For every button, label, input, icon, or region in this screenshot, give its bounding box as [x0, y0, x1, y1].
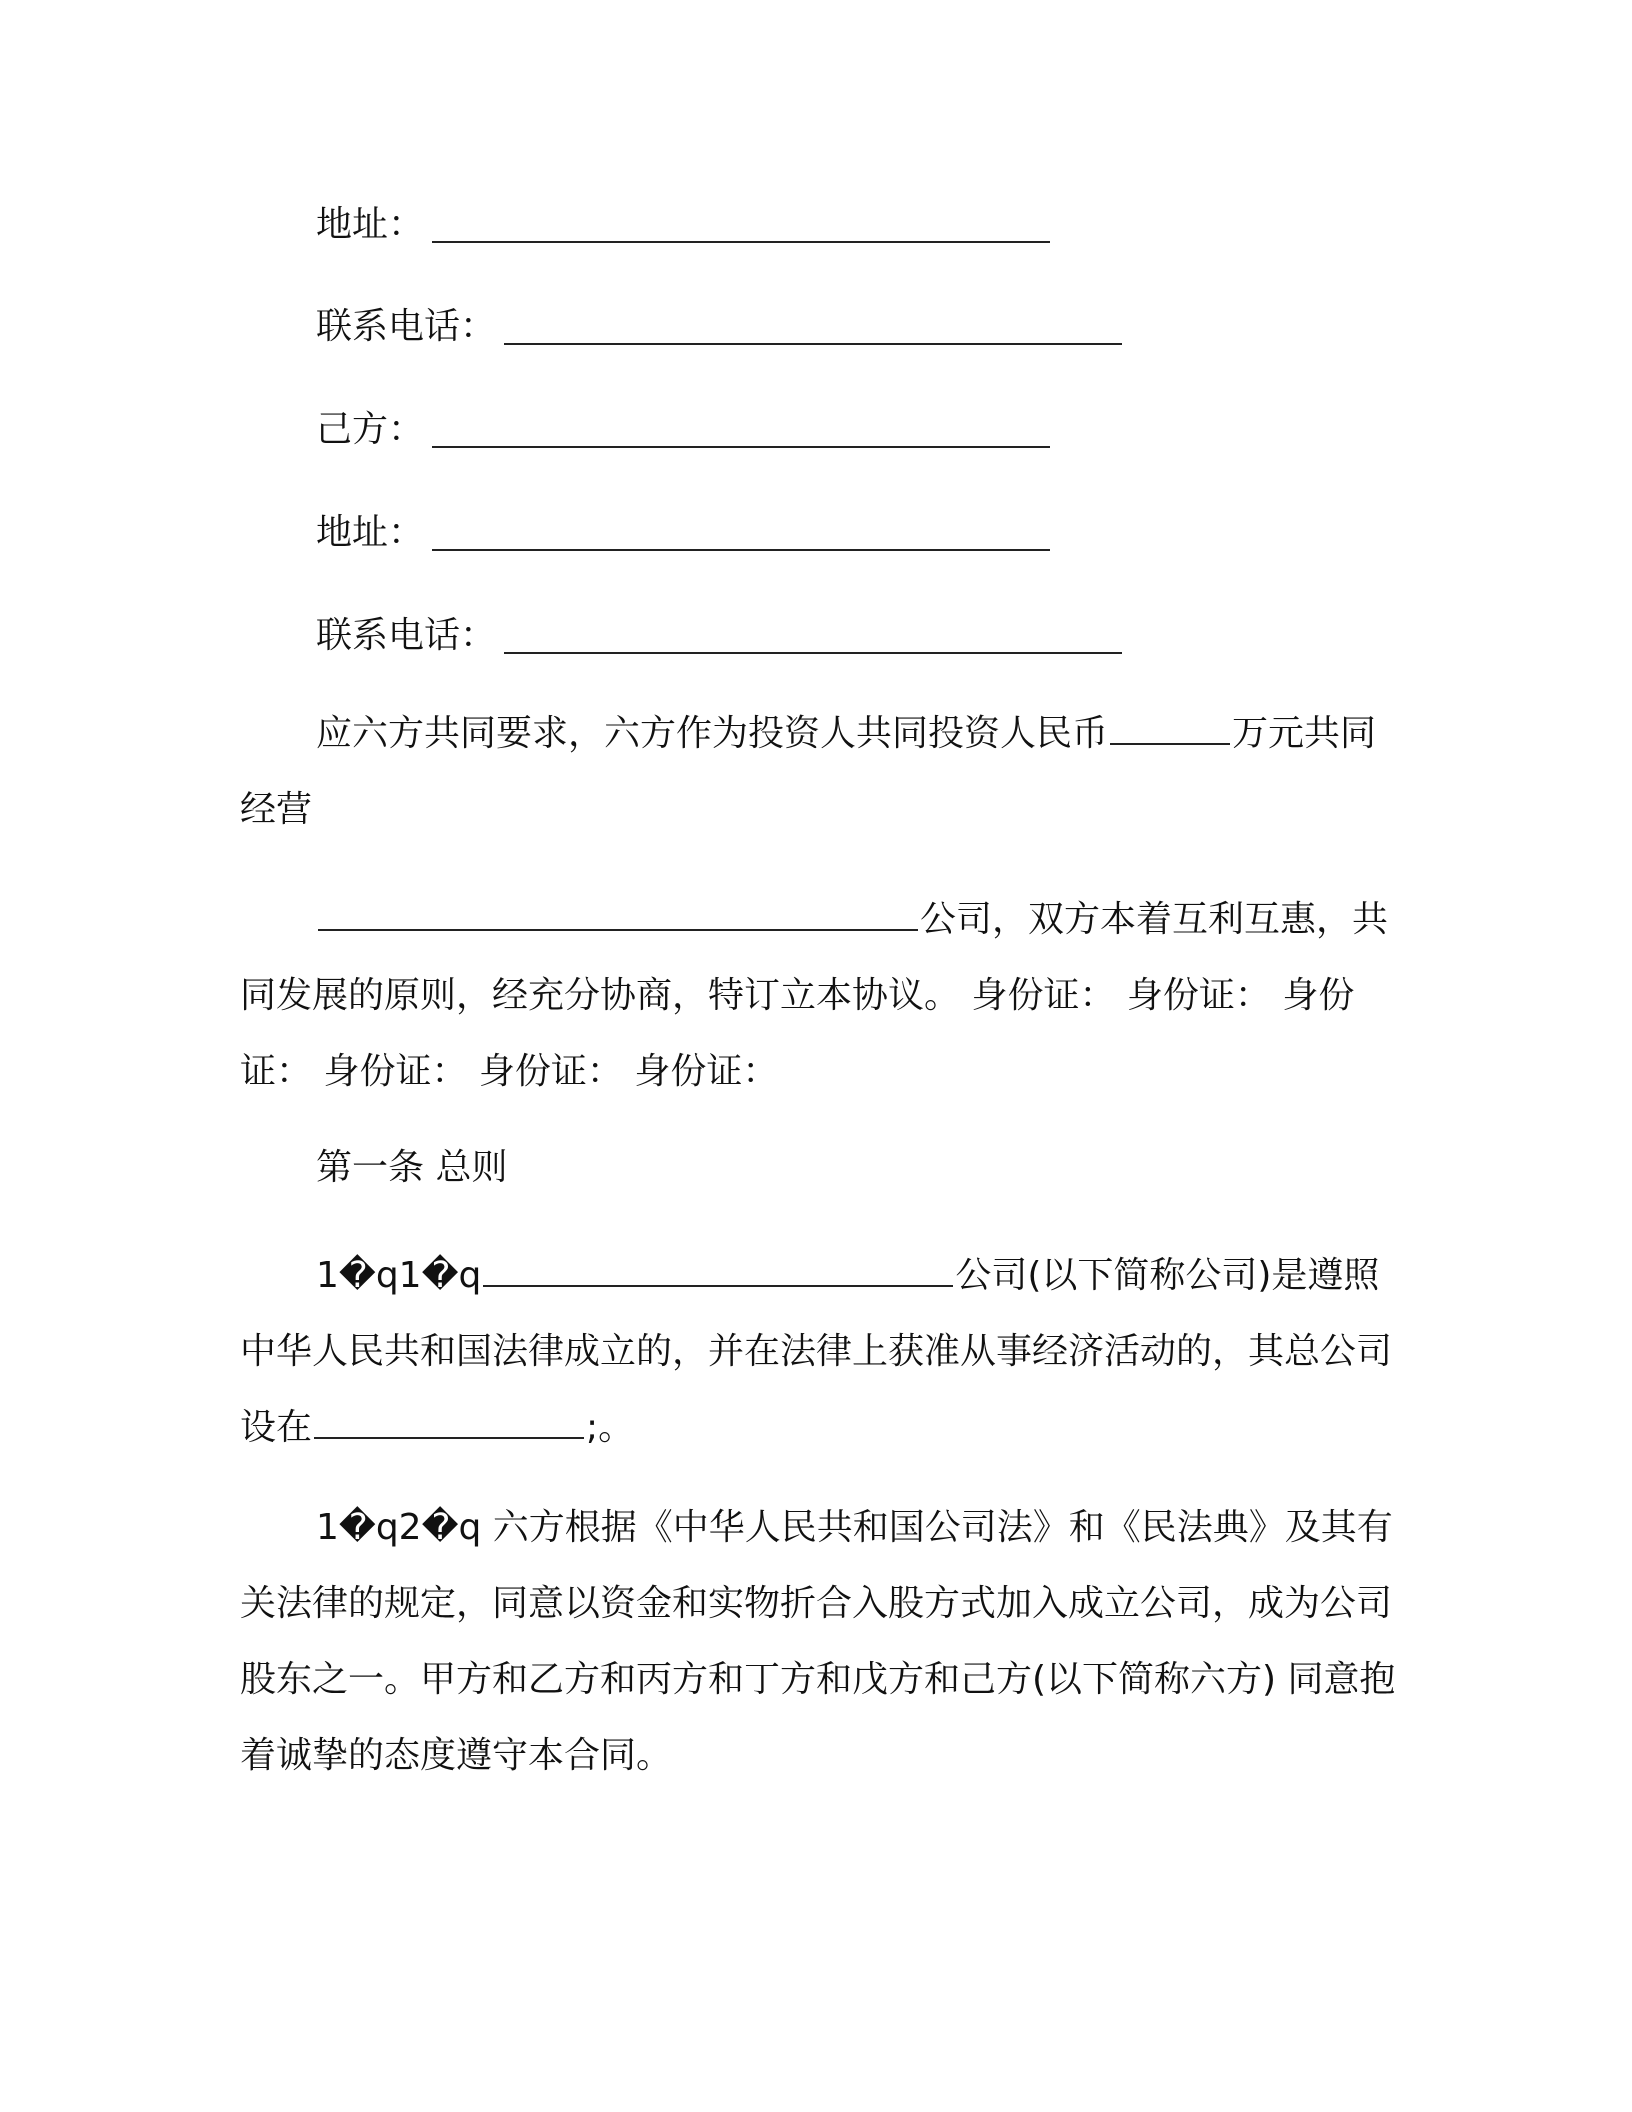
field-address-2	[316, 513, 1476, 551]
blank-underline	[318, 893, 918, 931]
blank-underline	[504, 307, 1122, 345]
field-address-1	[316, 205, 1476, 243]
clause-number: 1�q1�q	[316, 1255, 482, 1296]
intro-text-2: 万元共同经营	[240, 713, 1377, 830]
intro-text-3: 公司，双方本着互利互惠，共同发展的原则，经充分协商，特订立本协议。 身份证： 身份证： 身份证： 身份证： 身份证： 身份证：	[240, 899, 1389, 1092]
clause-text-end: ;。	[586, 1407, 635, 1448]
clause-text: 公司(以下简称公司)是遵照中华人民共和国法律成立的，并在法律上获准从事经济活动的，其总公司设在	[240, 1255, 1393, 1448]
field-label: 地址：	[316, 512, 425, 553]
field-label: 己方：	[316, 409, 425, 450]
clause-1-1	[240, 1238, 1400, 1466]
blank-underline	[504, 616, 1122, 654]
intro-text-1: 应六方共同要求，六方作为投资人共同投资人民币	[316, 713, 1109, 754]
clause-1-2	[240, 1490, 1400, 1794]
blank-underline	[314, 1401, 584, 1439]
field-label: 联系电话：	[316, 615, 497, 656]
field-phone-1	[316, 307, 1476, 345]
clause-number: 1�q2�q	[316, 1507, 482, 1548]
field-label: 联系电话：	[316, 306, 497, 347]
field-phone-2	[316, 616, 1476, 654]
blank-underline	[1110, 707, 1230, 745]
blank-underline	[432, 205, 1050, 243]
intro-paragraph-2	[240, 882, 1400, 1110]
field-label: 地址：	[316, 204, 425, 245]
article-heading: 第一条 总则	[316, 1147, 508, 1188]
field-party-ji	[316, 410, 1476, 448]
intro-paragraph	[240, 696, 1400, 848]
clause-text: 六方根据《中华人民共和国公司法》和《民法典》及其有关法律的规定，同意以资金和实物折合入股方式加入成立公司，成为公司股东之一。甲方和乙方和丙方和丁方和戊方和己方(以下简称六方) 同意抱着诚挚的态度遵守本合同。	[240, 1507, 1396, 1776]
blank-underline	[432, 513, 1050, 551]
blank-underline	[432, 410, 1050, 448]
blank-underline	[483, 1249, 953, 1287]
